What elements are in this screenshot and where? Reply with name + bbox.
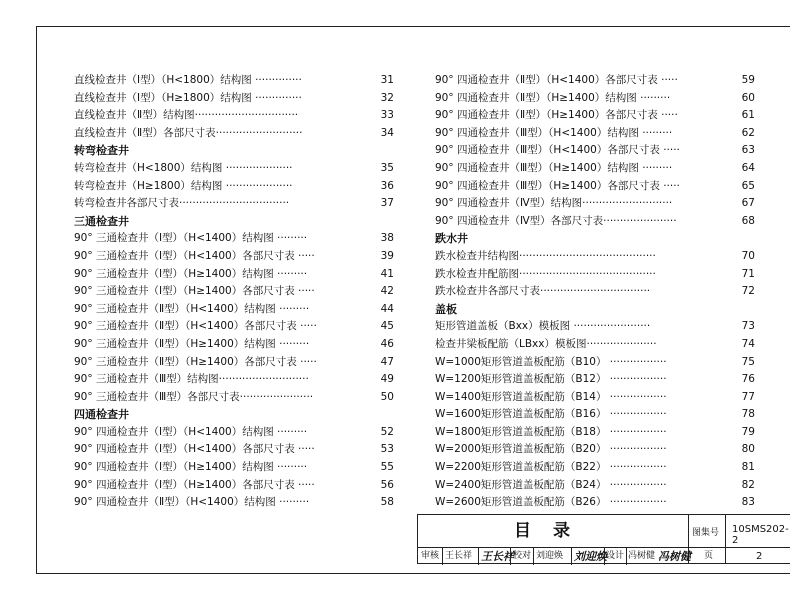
toc-entry (435, 354, 755, 372)
toc-entry-page: 32 (380, 91, 394, 104)
toc-entry-page: 35 (380, 161, 394, 174)
toc-entry (435, 248, 755, 266)
toc-entry-page: 83 (741, 496, 755, 509)
toc-entry (435, 107, 755, 125)
toc-entry (74, 283, 394, 301)
toc-entry (435, 406, 755, 424)
toc-entry-title: W=1200矩形管道盖板配筋（B12） ················· (435, 373, 667, 386)
toc-entry-page: 45 (380, 320, 394, 333)
toc-entry-page: 62 (741, 126, 755, 139)
toc-entry (435, 72, 755, 90)
toc-entry-page: 58 (380, 496, 394, 509)
toc-entry-title: 转弯检查井（H≥1800）结构图 ···················· (74, 179, 293, 192)
toc-entry-title: 90° 三通检查井（Ⅲ型）各部尺寸表······················ (74, 390, 314, 403)
toc-entry-title: 90° 四通检查井（Ⅰ型）（H<1400）结构图 ········· (74, 425, 308, 438)
toc-entry-title: W=2000矩形管道盖板配筋（B20） ················· (435, 443, 667, 456)
toc-entry-page: 42 (380, 285, 394, 298)
toc-entry-page: 73 (741, 320, 755, 333)
toc-entry-title: W=2600矩形管道盖板配筋（B26） ················· (435, 496, 667, 509)
toc-entry-page: 72 (741, 285, 755, 298)
toc-entry-title: 90° 四通检查井（Ⅳ型）各部尺寸表······················ (435, 214, 677, 227)
title-block (417, 514, 790, 564)
toc-entry (435, 125, 755, 143)
toc-entry-page: 41 (380, 267, 394, 280)
toc-entry (74, 371, 394, 389)
toc-entry-page: 56 (380, 478, 394, 491)
section-heading-text: 盖板 (435, 302, 457, 316)
toc-entry (74, 160, 394, 178)
toc-entry (74, 301, 394, 319)
toc-entry (74, 266, 394, 284)
toc-entry-page: 46 (380, 337, 394, 350)
section-heading-text: 四通检查井 (74, 408, 129, 422)
toc-entry (435, 160, 755, 178)
toc-entry (435, 371, 755, 389)
toc-entry (435, 266, 755, 284)
section-heading-text: 跌水井 (435, 232, 468, 246)
toc-entry-page: 60 (741, 91, 755, 104)
toc-entry (74, 195, 394, 213)
reviewer-signature: 王长祥 (481, 550, 514, 563)
toc-entry-page: 76 (741, 373, 755, 386)
toc-entry (74, 107, 394, 125)
toc-entry (74, 494, 394, 512)
toc-entry-title: W=1600矩形管道盖板配筋（B16） ················· (435, 408, 667, 421)
toc-entry-title: 90° 三通检查井（Ⅰ型）（H<1400）各部尺寸表 ····· (74, 249, 315, 262)
checker-signature: 刘迎焕 (574, 550, 607, 563)
toc-entry-title: 90° 三通检查井（Ⅱ型）（H<1400）各部尺寸表 ····· (74, 320, 317, 333)
toc-entry-title: 转弯检查井各部尺寸表································· (74, 197, 290, 210)
toc-entry (74, 318, 394, 336)
page-number: 2 (756, 551, 763, 562)
toc-entry-page: 52 (380, 425, 394, 438)
toc-entry-page: 71 (741, 267, 755, 280)
toc-entry (74, 230, 394, 248)
toc-entry-page: 31 (380, 74, 394, 86)
toc-entry-title: W=1000矩形管道盖板配筋（B10） ················· (435, 355, 667, 368)
toc-entry (74, 354, 394, 372)
toc-entry-page: 49 (380, 373, 394, 386)
toc-entry-page: 70 (741, 249, 755, 262)
toc-entry-title: 90° 四通检查井（Ⅲ型）（H<1400）结构图 ········· (435, 126, 673, 139)
toc-entry-title: 矩形管道盖板（Bxx）模板图 ······················· (435, 320, 651, 333)
toc-entry-page: 53 (380, 443, 394, 456)
toc-entry-page: 44 (380, 302, 394, 315)
toc-entry-title: 90° 四通检查井（Ⅰ型）（H≥1400）各部尺寸表 ····· (74, 478, 315, 491)
designer-name: 冯树健 (628, 551, 656, 561)
toc-entry-page: 38 (380, 232, 394, 245)
toc-entry-page: 75 (741, 355, 755, 368)
toc-entry-title: 90° 三通检查井（Ⅰ型）（H<1400）结构图 ········· (74, 232, 308, 245)
toc-entry-page: 77 (741, 390, 755, 403)
toc-entry (435, 336, 755, 354)
toc-entry (74, 72, 394, 90)
toc-entry (74, 459, 394, 477)
toc-entry (74, 336, 394, 354)
toc-entry-page: 47 (380, 355, 394, 368)
section-heading-text: 转弯检查井 (74, 144, 129, 158)
toc-entry (435, 389, 755, 407)
toc-entry (435, 283, 755, 301)
toc-entry (435, 318, 755, 336)
toc-right-column (435, 72, 755, 512)
toc-entry (435, 142, 755, 160)
toc-entry-page: 81 (741, 461, 755, 474)
toc-entry-title: W=2400矩形管道盖板配筋（B24） ················· (435, 478, 667, 491)
toc-entry-page: 39 (380, 249, 394, 262)
toc-entry-title: 跌水检查井配筋图········································· (435, 267, 656, 280)
toc-entry-title: W=2200矩形管道盖板配筋（B22） ················· (435, 461, 667, 474)
toc-entry-page: 80 (741, 443, 755, 456)
toc-entry-page: 50 (380, 390, 394, 403)
toc-entry-title: 跌水检查井各部尺寸表································· (435, 285, 651, 298)
toc-entry-title: 90° 四通检查井（Ⅰ型）（H≥1400）结构图 ········· (74, 461, 308, 474)
check-label: 校对 (513, 551, 532, 561)
toc-entry (435, 195, 755, 213)
toc-entry-title: 90° 四通检查井（Ⅱ型）（H≥1400）结构图 ········· (435, 91, 671, 104)
toc-entry-title: 90° 三通检查井（Ⅱ型）（H≥1400）各部尺寸表 ····· (74, 355, 317, 368)
toc-entry (74, 477, 394, 495)
reviewer-name: 王长祥 (445, 551, 473, 561)
toc-entry (435, 90, 755, 108)
toc-entry-title: 90° 四通检查井（Ⅱ型）（H≥1400）各部尺寸表 ····· (435, 109, 678, 122)
toc-entry (74, 389, 394, 407)
designer-signature: 冯树健 (658, 550, 691, 563)
toc-entry-title: 检查井梁板配筋（LBxx）模板图····················· (435, 337, 657, 350)
toc-entry (435, 477, 755, 495)
toc-entry-page: 63 (741, 144, 755, 157)
toc-entry (74, 90, 394, 108)
toc-entry-title: W=1400矩形管道盖板配筋（B14） ················· (435, 390, 667, 403)
toc-entry-title: 直线检查井（Ⅰ型）（H<1800）结构图 ·············· (74, 74, 302, 86)
toc-entry-title: 90° 四通检查井（Ⅲ型）（H<1400）各部尺寸表 ····· (435, 144, 680, 157)
toc-entry-title: 90° 四通检查井（Ⅱ型）（H<1400）结构图 ········· (74, 496, 310, 509)
section-heading (74, 213, 394, 231)
toc-entry-title: 90° 四通检查井（Ⅳ型）结构图··························· (435, 197, 673, 210)
toc-entry-title: 90° 四通检查井（Ⅲ型）（H≥1400）各部尺寸表 ····· (435, 179, 680, 192)
toc-entry-page: 82 (741, 478, 755, 491)
section-heading (74, 142, 394, 160)
toc-entry-page: 79 (741, 425, 755, 438)
toc-entry-title: 跌水检查井结构图········································· (435, 249, 656, 262)
toc-entry (74, 248, 394, 266)
toc-entry-page: 74 (741, 337, 755, 350)
section-heading (435, 301, 755, 319)
atlas-number-value: 10SMS202-2 (732, 524, 789, 546)
toc-entry (435, 213, 755, 231)
section-heading (435, 230, 755, 248)
toc-entry (435, 441, 755, 459)
toc-entry (435, 178, 755, 196)
section-heading (74, 406, 394, 424)
toc-entry (435, 459, 755, 477)
review-label: 审核 (421, 551, 440, 561)
toc-entry-page: 61 (741, 109, 755, 122)
toc-entry-page: 34 (380, 126, 394, 139)
toc-entry (74, 178, 394, 196)
document-title: 目录 (514, 521, 592, 541)
toc-entry-title: 直线检查井（Ⅱ型）各部尺寸表·························· (74, 126, 303, 139)
toc-entry-title: 90° 四通检查井（Ⅱ型）（H<1400）各部尺寸表 ····· (435, 74, 678, 86)
toc-entry-title: 90° 三通检查井（Ⅱ型）（H<1400）结构图 ········· (74, 302, 310, 315)
toc-entry-title: 90° 三通检查井（Ⅰ型）（H≥1400）各部尺寸表 ····· (74, 285, 315, 298)
toc-entry-page: 36 (380, 179, 394, 192)
toc-entry (74, 125, 394, 143)
toc-entry (74, 424, 394, 442)
toc-entry-title: 转弯检查井（H<1800）结构图 ···················· (74, 161, 293, 174)
toc-entry-page: 59 (741, 74, 755, 86)
toc-entry-page: 78 (741, 408, 755, 421)
toc-entry-title: 90° 三通检查井（Ⅱ型）（H≥1400）结构图 ········· (74, 337, 310, 350)
toc-entry-page: 55 (380, 461, 394, 474)
toc-entry-title: 90° 三通检查井（Ⅰ型）（H≥1400）结构图 ········· (74, 267, 308, 280)
page-label: 页 (704, 551, 714, 561)
toc-entry (74, 441, 394, 459)
atlas-number-label: 图集号 (692, 528, 720, 538)
toc-entry-page: 67 (741, 197, 755, 210)
toc-entry-title: 90° 四通检查井（Ⅲ型）（H≥1400）结构图 ········· (435, 161, 673, 174)
toc-entry-title: W=1800矩形管道盖板配筋（B18） ················· (435, 425, 667, 438)
toc-left-column (74, 72, 394, 512)
toc-entry (435, 424, 755, 442)
checker-name: 刘迎焕 (536, 551, 564, 561)
toc-entry (435, 494, 755, 512)
design-label: 设计 (606, 551, 625, 561)
toc-entry-title: 直线检查井（Ⅱ型）结构图······························· (74, 109, 299, 122)
toc-entry-title: 90° 三通检查井（Ⅲ型）结构图··························· (74, 373, 309, 386)
toc-entry-page: 65 (741, 179, 755, 192)
toc-entry-page: 64 (741, 161, 755, 174)
toc-entry-page: 33 (380, 109, 394, 122)
toc-entry-page: 37 (380, 197, 394, 210)
section-heading-text: 三通检查井 (74, 214, 129, 228)
toc-entry-title: 90° 四通检查井（Ⅰ型）（H<1400）各部尺寸表 ····· (74, 443, 315, 456)
toc-entry-page: 68 (741, 214, 755, 227)
toc-entry-title: 直线检查井（Ⅰ型）（H≥1800）结构图 ·············· (74, 91, 302, 104)
